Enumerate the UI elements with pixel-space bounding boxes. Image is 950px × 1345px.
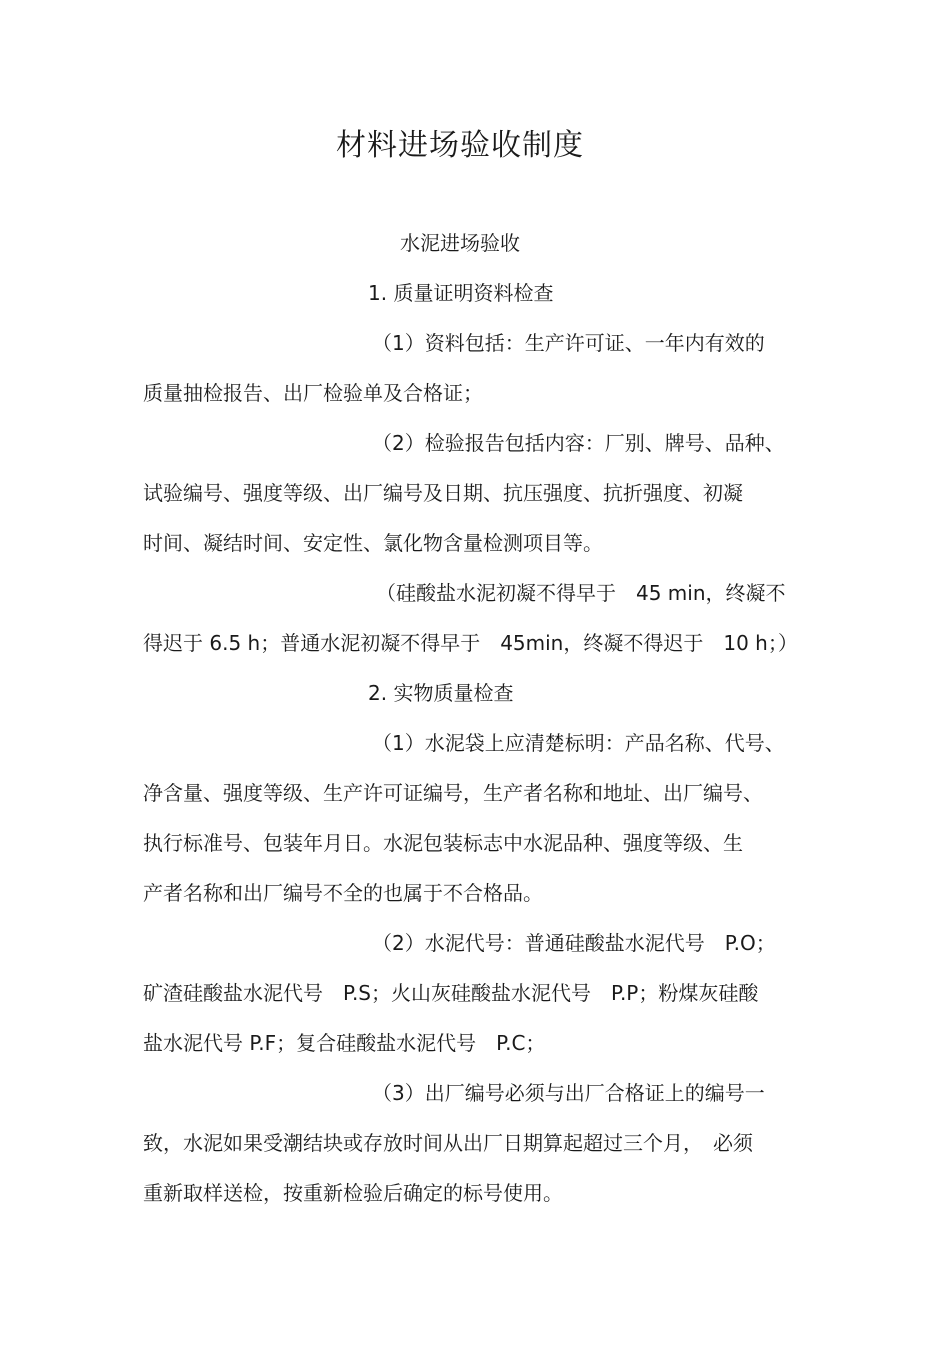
document-title: 材料进场验收制度 <box>336 128 584 163</box>
paragraph-line: 质量抽检报告、出厂检验单及合格证； <box>143 381 483 405</box>
subsection-heading: 2. 实物质量检查 <box>368 681 514 705</box>
paragraph-line: 得迟于 6.5 h；普通水泥初凝不得早于 45min，终凝不得迟于 10 h；） <box>143 631 798 655</box>
paragraph-line: 盐水泥代号 P.F；复合硅酸盐水泥代号 P.C； <box>143 1031 546 1055</box>
section-heading: 水泥进场验收 <box>400 231 520 255</box>
paragraph-line: （硅酸盐水泥初凝不得早于 45 min，终凝不 <box>376 581 786 605</box>
subsection-heading: 1. 质量证明资料检查 <box>368 281 554 305</box>
paragraph-line: （1）资料包括：生产许可证、一年内有效的 <box>372 331 765 355</box>
paragraph-line: 净含量、强度等级、生产许可证编号，生产者名称和地址、出厂编号、 <box>143 781 763 805</box>
paragraph-line: 矿渣硅酸盐水泥代号 P.S；火山灰硅酸盐水泥代号 P.P；粉煤灰硅酸 <box>143 981 759 1005</box>
paragraph-line: （2）水泥代号：普通硅酸盐水泥代号 P.O； <box>372 931 776 955</box>
paragraph-line: 产者名称和出厂编号不全的也属于不合格品。 <box>143 881 543 905</box>
paragraph-line: 试验编号、强度等级、出厂编号及日期、抗压强度、抗折强度、初凝 <box>143 481 743 505</box>
paragraph-line: （3）出厂编号必须与出厂合格证上的编号一 <box>372 1081 765 1105</box>
paragraph-line: 时间、凝结时间、安定性、氯化物含量检测项目等。 <box>143 531 603 555</box>
paragraph-line: （2）检验报告包括内容：厂别、牌号、品种、 <box>372 431 785 455</box>
paragraph-line: 执行标准号、包装年月日。水泥包装标志中水泥品种、强度等级、生 <box>143 831 743 855</box>
paragraph-line: 致，水泥如果受潮结块或存放时间从出厂日期算起超过三个月， 必须 <box>143 1131 753 1155</box>
paragraph-line: （1）水泥袋上应清楚标明：产品名称、代号、 <box>372 731 785 755</box>
paragraph-line: 重新取样送检，按重新检验后确定的标号使用。 <box>143 1181 563 1205</box>
